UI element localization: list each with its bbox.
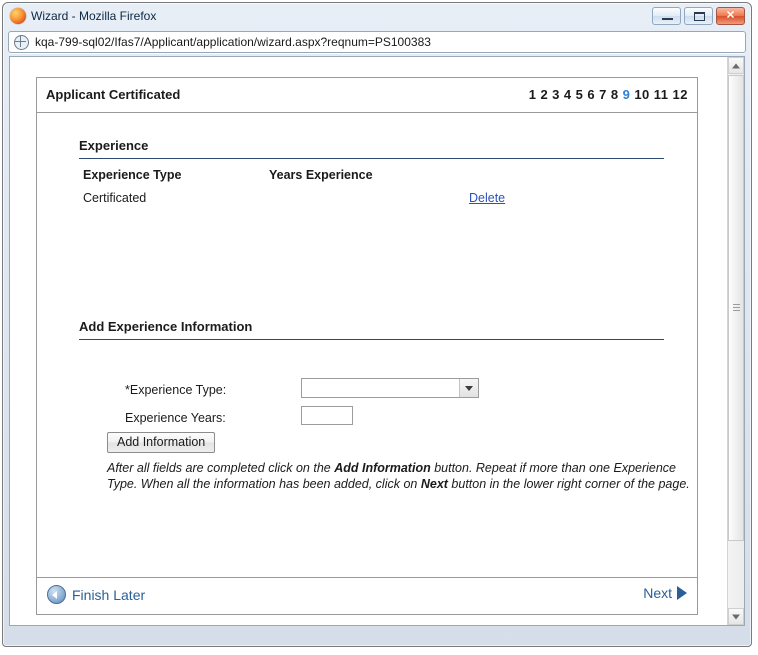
help-text-bold2: Next — [420, 477, 448, 491]
table-row: Certificated — [83, 191, 147, 205]
wizard-body — [37, 113, 697, 579]
experience-type-select[interactable] — [301, 378, 479, 398]
minimize-icon — [662, 18, 673, 20]
column-header-years-experience: Years Experience — [269, 168, 373, 182]
experience-years-input[interactable] — [301, 406, 353, 425]
maximize-icon — [694, 12, 705, 21]
window-title: Wizard - Mozilla Firefox — [31, 9, 157, 23]
scroll-up-arrow[interactable] — [728, 57, 744, 74]
window-controls — [652, 7, 745, 25]
experience-section — [79, 138, 664, 159]
scrollbar-thumb[interactable] — [728, 75, 744, 541]
next-button[interactable] — [643, 585, 687, 601]
step-5[interactable]: 5 — [575, 87, 584, 102]
web-page — [10, 57, 728, 625]
globe-icon — [14, 35, 29, 50]
experience-section-title: Experience — [79, 138, 664, 159]
vertical-scrollbar[interactable] — [727, 57, 744, 625]
step-10[interactable]: 10 — [634, 87, 650, 102]
help-text-bold1: Add Information — [334, 461, 431, 475]
close-icon: ✕ — [725, 9, 736, 22]
next-arrow-icon — [677, 586, 687, 600]
wizard-panel — [36, 77, 698, 615]
back-arrow-icon — [47, 585, 66, 604]
add-experience-section — [79, 319, 690, 491]
add-information-button[interactable]: Add Information — [107, 432, 215, 453]
column-header-experience-type: Experience Type — [83, 168, 182, 182]
scroll-down-arrow[interactable] — [728, 608, 744, 625]
next-label: Next — [643, 585, 672, 601]
wizard-header — [37, 78, 697, 113]
experience-years-label: Experience Years: — [125, 411, 226, 425]
title-bar — [3, 3, 751, 29]
step-12[interactable]: 12 — [672, 87, 688, 102]
delete-link[interactable]: Delete — [469, 191, 506, 205]
step-11[interactable]: 11 — [653, 87, 669, 102]
url-text: kqa-799-sql02/Ifas7/Applicant/application/wizard.aspx?reqnum=PS100383 — [35, 35, 431, 49]
firefox-icon — [10, 8, 26, 24]
step-4[interactable]: 4 — [563, 87, 572, 102]
step-2[interactable]: 2 — [540, 87, 549, 102]
chevron-down-icon[interactable] — [459, 379, 478, 397]
navigation-bar — [8, 30, 746, 54]
experience-type-label: *Experience Type: — [125, 383, 227, 397]
finish-later-button[interactable] — [47, 585, 145, 604]
step-6[interactable]: 6 — [587, 87, 596, 102]
help-text-part2: button. Repeat if more than one Experience Type. When all the information has been added, click on — [107, 461, 677, 491]
finish-later-label: Finish Later — [72, 586, 146, 603]
minimize-button[interactable] — [652, 7, 681, 25]
address-bar[interactable] — [8, 31, 746, 53]
step-1[interactable]: 1 — [528, 87, 537, 102]
help-text-part3: button in the lower right corner of the page. — [447, 477, 690, 491]
help-text-part1: After all fields are completed click on the — [107, 461, 335, 475]
wizard-footer — [37, 577, 697, 614]
step-8[interactable]: 8 — [610, 87, 619, 102]
step-9-current[interactable]: 9 — [622, 87, 631, 102]
help-text — [107, 460, 702, 492]
browser-window — [2, 2, 752, 647]
close-button[interactable] — [716, 7, 745, 25]
step-indicator — [525, 87, 688, 102]
maximize-button[interactable] — [684, 7, 713, 25]
step-3[interactable]: 3 — [552, 87, 560, 102]
status-strip — [3, 630, 751, 646]
page-title: Applicant Certificated — [46, 87, 181, 102]
content-viewport — [9, 56, 745, 626]
step-7[interactable]: 7 — [599, 87, 607, 102]
add-experience-section-title: Add Experience Information — [79, 319, 664, 340]
